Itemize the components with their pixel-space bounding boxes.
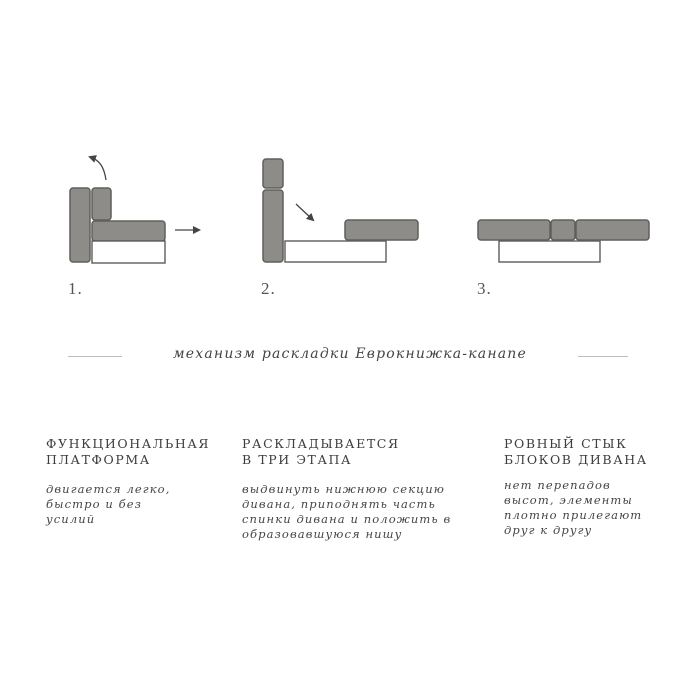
feature-desc-line: нет перепадов	[504, 478, 611, 492]
step-2-fold-arrow	[296, 204, 313, 220]
feature-title	[46, 436, 236, 468]
feature-three-stages	[242, 436, 482, 542]
mechanism-caption: механизм раскладки Еврокнижка-канапе	[172, 346, 528, 362]
caption-divider-right	[578, 356, 628, 357]
step-3-cushion-middle	[551, 220, 575, 240]
step-2-seat-cushion	[345, 220, 418, 240]
feature-title-line: РОВНЫЙ СТЫК	[504, 436, 628, 451]
feature-desc-line: выдвинуть нижнюю секцию	[242, 482, 446, 496]
step-1-platform	[92, 241, 165, 263]
step-3-platform	[499, 241, 600, 262]
step-3-number: 3.	[477, 279, 492, 298]
feature-desc-line: дивана, приподнять часть	[242, 497, 436, 511]
caption-divider-left	[68, 356, 122, 357]
feature-title-line: ФУНКЦИОНАЛЬНАЯ	[46, 436, 211, 451]
feature-desc-line: спинки дивана и положить в	[242, 512, 452, 526]
feature-desc-line: быстро и без	[46, 497, 143, 511]
feature-desc-line: высот, элементы	[504, 493, 633, 507]
step-2-number: 2.	[261, 279, 276, 298]
step-1-lift-arrow	[90, 157, 106, 180]
step-1-back-cushion-outer	[70, 188, 90, 262]
step-3-cushion-right	[576, 220, 649, 240]
step-2-platform	[285, 241, 386, 262]
feature-title	[504, 436, 674, 468]
feature-title-line: ПЛАТФОРМА	[46, 452, 151, 467]
step-1-back-cushion-inner	[92, 188, 111, 220]
feature-title-line: В ТРИ ЭТАПА	[242, 452, 353, 467]
feature-description	[504, 478, 674, 538]
feature-desc-line: двигается легко,	[46, 482, 171, 496]
step-1-number: 1.	[68, 279, 83, 298]
step-1-diagram	[70, 157, 199, 263]
step-3-cushion-left	[478, 220, 550, 240]
step-2-diagram	[263, 159, 418, 262]
step-2-back-cushion	[263, 190, 283, 262]
step-3-diagram	[478, 220, 649, 262]
feature-description	[46, 482, 236, 527]
feature-title	[242, 436, 482, 468]
feature-desc-line: усилий	[46, 512, 96, 526]
feature-title-line: БЛОКОВ ДИВАНА	[504, 452, 648, 467]
feature-description	[242, 482, 482, 542]
feature-even-joint	[504, 436, 674, 538]
feature-title-line: РАСКЛАДЫВАЕТСЯ	[242, 436, 400, 451]
feature-desc-line: друг к другу	[504, 523, 593, 537]
step-2-top-cushion	[263, 159, 283, 188]
feature-functional-platform	[46, 436, 236, 527]
step-1-seat-cushion	[92, 221, 165, 241]
feature-desc-line: образовавшуюся нишу	[242, 527, 403, 541]
feature-desc-line: плотно прилегают	[504, 508, 643, 522]
